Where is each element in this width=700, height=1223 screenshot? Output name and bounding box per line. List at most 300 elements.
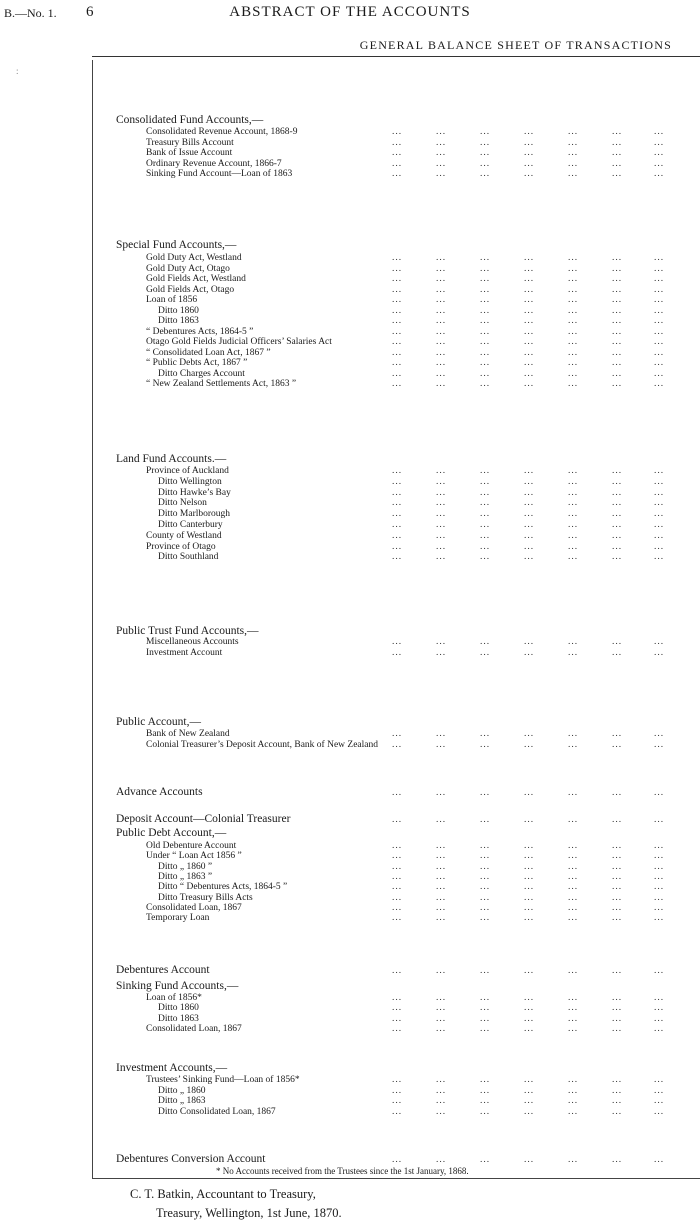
leader-dots: ... [436, 1003, 447, 1014]
leader-dots: ... [392, 368, 403, 379]
leader-dots: ... [392, 541, 403, 552]
leader-dots: ... [480, 871, 491, 882]
leader-dots: ... [524, 913, 535, 924]
account-line: Ditto Marlborough [158, 509, 231, 520]
leader-dots: ... [568, 541, 579, 552]
leader-dots: ... [436, 729, 447, 739]
leader-dots: ... [480, 530, 491, 541]
leader-dots: ... [480, 729, 491, 739]
signature-place-date: Treasury, Wellington, 1st June, 1870. [156, 1206, 342, 1220]
leader-dots: ... [392, 253, 403, 263]
leader-dots: ... [568, 1003, 579, 1014]
leader-dots: ... [480, 337, 491, 347]
leader-dots: ... [568, 263, 579, 274]
leader-dots: ... [568, 253, 579, 263]
leader-dots: ... [480, 305, 491, 316]
leader-dots: ... [524, 326, 535, 337]
leader-dots: ... [568, 871, 579, 882]
leader-dots: ... [524, 729, 535, 739]
leader-dots: ... [392, 476, 403, 487]
page-number: 6 [86, 4, 94, 20]
leader-dots: ... [436, 541, 447, 552]
leader-dots: ... [524, 520, 535, 530]
leader-dots: ... [612, 851, 623, 862]
leader-dots: ... [568, 1085, 579, 1096]
leader-dots: ... [524, 1155, 535, 1165]
account-line: “ Public Debts Act, 1867 ” [146, 358, 248, 368]
page-subtitle: GENERAL BALANCE SHEET OF TRANSACTIONS [359, 38, 672, 52]
leader-dots: ... [654, 530, 665, 541]
leader-dots: ... [568, 368, 579, 379]
leader-dots: ... [568, 552, 579, 563]
leader-dots: ... [436, 337, 447, 347]
leader-dots: ... [612, 253, 623, 263]
leader-dots: ... [568, 520, 579, 530]
leader-dots: ... [480, 326, 491, 337]
leader-dots: ... [568, 530, 579, 541]
leader-dots: ... [392, 326, 403, 337]
leader-dots: ... [524, 1106, 535, 1117]
leader-dots: ... [480, 637, 491, 647]
leader-dots: ... [436, 966, 447, 976]
leader-dots: ... [392, 552, 403, 563]
leader-dots: ... [436, 358, 447, 368]
leader-dots: ... [392, 509, 403, 520]
leader-dots: ... [480, 815, 491, 825]
leader-dots: ... [568, 1075, 579, 1085]
leader-dots: ... [654, 520, 665, 530]
leader-dots: ... [392, 788, 403, 798]
leader-dots: ... [612, 284, 623, 295]
leader-dots: ... [436, 851, 447, 862]
leader-dots: ... [612, 498, 623, 509]
leader-dots: ... [436, 316, 447, 326]
leader-dots: ... [480, 647, 491, 658]
leader-dots: ... [392, 1096, 403, 1106]
leader-dots: ... [524, 337, 535, 347]
leader-dots: ... [524, 788, 535, 798]
leader-dots: ... [524, 637, 535, 647]
leader-dots: ... [654, 337, 665, 347]
leader-dots: ... [568, 148, 579, 158]
leader-dots: ... [480, 1075, 491, 1085]
leader-dots: ... [524, 169, 535, 179]
leader-dots: ... [524, 284, 535, 295]
account-line: Ditto „ 1863 ” [158, 871, 213, 882]
leader-dots: ... [568, 902, 579, 913]
leader-dots: ... [612, 326, 623, 337]
leader-dots: ... [392, 637, 403, 647]
leader-dots: ... [612, 729, 623, 739]
account-line: Ditto Nelson [158, 498, 207, 509]
leader-dots: ... [524, 368, 535, 379]
leader-dots: ... [436, 841, 447, 851]
leader-dots: ... [436, 169, 447, 179]
account-line: Colonial Treasurer’s Deposit Account, Bank of New Zealand [146, 739, 379, 750]
leader-dots: ... [436, 263, 447, 274]
leader-dots: ... [524, 1085, 535, 1096]
leader-dots: ... [612, 637, 623, 647]
leader-dots: ... [480, 476, 491, 487]
leader-dots: ... [436, 637, 447, 647]
account-line: Ditto „ 1860 [158, 1085, 206, 1096]
leader-dots: ... [524, 1075, 535, 1085]
account-line: Ditto 1860 [158, 1003, 199, 1014]
leader-dots: ... [524, 871, 535, 882]
leader-dots: ... [654, 148, 665, 158]
leader-dots: ... [524, 509, 535, 520]
leader-dots: ... [524, 305, 535, 316]
leader-dots: ... [480, 284, 491, 295]
leader-dots: ... [568, 169, 579, 179]
leader-dots: ... [524, 347, 535, 358]
leader-dots: ... [436, 295, 447, 305]
leader-dots: ... [436, 305, 447, 316]
section-title: Special Fund Accounts,— [116, 239, 237, 251]
account-line: Trustees’ Sinking Fund—Loan of 1856* [146, 1075, 300, 1085]
page-title: ABSTRACT OF THE ACCOUNTS [229, 4, 471, 20]
leader-dots: ... [524, 466, 535, 476]
leader-dots: ... [392, 1106, 403, 1117]
leader-dots: ... [480, 1003, 491, 1014]
leader-dots: ... [568, 739, 579, 750]
leader-dots: ... [612, 788, 623, 798]
account-line: Province of Auckland [146, 466, 229, 476]
leader-dots: ... [654, 326, 665, 337]
leader-dots: ... [612, 882, 623, 893]
account-line: Ditto 1863 [158, 316, 199, 326]
leader-dots: ... [392, 871, 403, 882]
leader-dots: ... [568, 892, 579, 903]
leader-dots: ... [654, 1085, 665, 1096]
leader-dots: ... [436, 1024, 447, 1035]
account-line: Gold Fields Act, Otago [146, 284, 235, 295]
footnote: * No Accounts received from the Trustees since the 1st January, 1868. [216, 1166, 469, 1176]
leader-dots: ... [568, 305, 579, 316]
leader-dots: ... [436, 158, 447, 169]
leader-dots: ... [568, 316, 579, 326]
leader-dots: ... [568, 815, 579, 825]
leader-dots: ... [654, 137, 665, 148]
section-title: Deposit Account—Colonial Treasurer [116, 813, 291, 825]
leader-dots: ... [654, 841, 665, 851]
leader-dots: ... [654, 966, 665, 976]
leader-dots: ... [436, 127, 447, 137]
leader-dots: ... [524, 358, 535, 368]
leader-dots: ... [568, 337, 579, 347]
account-line: Old Debenture Account [146, 841, 237, 851]
leader-dots: ... [612, 295, 623, 305]
account-line: Ditto „ 1860 ” [158, 861, 213, 872]
leader-dots: ... [524, 530, 535, 541]
leader-dots: ... [524, 158, 535, 169]
account-line: Ditto Wellington [158, 476, 222, 487]
section-title: Public Debt Account,— [116, 827, 227, 839]
section-title: Public Account,— [116, 716, 201, 728]
account-line: “ Consolidated Loan Act, 1867 ” [146, 347, 271, 358]
leader-dots: ... [480, 966, 491, 976]
leader-dots: ... [654, 739, 665, 750]
leader-dots: ... [654, 379, 665, 389]
leader-dots: ... [654, 347, 665, 358]
leader-dots: ... [612, 358, 623, 368]
leader-dots: ... [654, 815, 665, 825]
leader-dots: ... [654, 253, 665, 263]
leader-dots: ... [612, 993, 623, 1003]
leader-dots: ... [654, 509, 665, 520]
leader-dots: ... [654, 316, 665, 326]
leader-dots: ... [524, 487, 535, 498]
leader-dots: ... [480, 993, 491, 1003]
leader-dots: ... [480, 902, 491, 913]
leader-dots: ... [612, 530, 623, 541]
leader-dots: ... [568, 487, 579, 498]
account-line: Loan of 1856* [146, 993, 202, 1003]
leader-dots: ... [436, 520, 447, 530]
leader-dots: ... [392, 1155, 403, 1165]
leader-dots: ... [480, 127, 491, 137]
leader-dots: ... [524, 127, 535, 137]
leader-dots: ... [612, 739, 623, 750]
leader-dots: ... [436, 1155, 447, 1165]
leader-dots: ... [392, 316, 403, 326]
leader-dots: ... [480, 487, 491, 498]
leader-dots: ... [392, 498, 403, 509]
leader-dots: ... [568, 851, 579, 862]
leader-dots: ... [392, 902, 403, 913]
leader-dots: ... [612, 1075, 623, 1085]
leader-dots: ... [524, 851, 535, 862]
leader-dots: ... [392, 647, 403, 658]
leader-dots: ... [480, 263, 491, 274]
leader-dots: ... [392, 1003, 403, 1014]
leader-dots: ... [480, 841, 491, 851]
leader-dots: ... [392, 993, 403, 1003]
leader-dots: ... [524, 1024, 535, 1035]
leader-dots: ... [568, 326, 579, 337]
leader-dots: ... [524, 882, 535, 893]
section-title: Consolidated Fund Accounts,— [116, 114, 264, 126]
account-line: Ditto Canterbury [158, 520, 223, 530]
leader-dots: ... [612, 815, 623, 825]
leader-dots: ... [654, 295, 665, 305]
leader-dots: ... [654, 993, 665, 1003]
leader-dots: ... [436, 530, 447, 541]
leader-dots: ... [392, 913, 403, 924]
account-line: Consolidated Revenue Account, 1868-9 [146, 127, 298, 137]
account-line: “ Debentures Acts, 1864-5 ” [146, 326, 254, 337]
header-rule [92, 56, 700, 57]
leader-dots: ... [612, 1085, 623, 1096]
leader-dots: ... [480, 1085, 491, 1096]
leader-dots: ... [480, 509, 491, 520]
leader-dots: ... [480, 541, 491, 552]
leader-dots: ... [392, 337, 403, 347]
leader-dots: ... [392, 966, 403, 976]
account-line: Ordinary Revenue Account, 1866-7 [146, 158, 282, 169]
leader-dots: ... [480, 295, 491, 305]
leader-dots: ... [568, 274, 579, 284]
leader-dots: ... [654, 169, 665, 179]
leader-dots: ... [524, 541, 535, 552]
leader-dots: ... [524, 316, 535, 326]
leader-dots: ... [568, 295, 579, 305]
leader-dots: ... [654, 892, 665, 903]
leader-dots: ... [436, 274, 447, 284]
leader-dots: ... [480, 861, 491, 872]
leader-dots: ... [480, 379, 491, 389]
leader-dots: ... [612, 487, 623, 498]
leader-dots: ... [612, 1106, 623, 1117]
leader-dots: ... [612, 861, 623, 872]
leader-dots: ... [436, 1013, 447, 1024]
leader-dots: ... [480, 520, 491, 530]
leader-dots: ... [436, 1075, 447, 1085]
leader-dots: ... [654, 274, 665, 284]
leader-dots: ... [568, 466, 579, 476]
account-line: Otago Gold Fields Judicial Officers’ Salaries Act [146, 337, 332, 347]
leader-dots: ... [392, 520, 403, 530]
leader-dots: ... [436, 892, 447, 903]
section-title: Sinking Fund Accounts,— [116, 980, 239, 992]
leader-dots: ... [612, 274, 623, 284]
leader-dots: ... [654, 871, 665, 882]
leader-dots: ... [480, 466, 491, 476]
leader-dots: ... [654, 158, 665, 169]
account-line: County of Westland [146, 530, 222, 541]
leader-dots: ... [612, 1013, 623, 1024]
leader-dots: ... [568, 913, 579, 924]
leader-dots: ... [392, 841, 403, 851]
leader-dots: ... [654, 1013, 665, 1024]
leader-dots: ... [654, 487, 665, 498]
leader-dots: ... [392, 127, 403, 137]
leader-dots: ... [524, 274, 535, 284]
leader-dots: ... [524, 815, 535, 825]
leader-dots: ... [568, 509, 579, 520]
leader-dots: ... [480, 1155, 491, 1165]
leader-dots: ... [654, 541, 665, 552]
account-line: Temporary Loan [146, 913, 210, 924]
leader-dots: ... [392, 169, 403, 179]
leader-dots: ... [480, 158, 491, 169]
leader-dots: ... [436, 466, 447, 476]
leader-dots: ... [612, 520, 623, 530]
account-line: Ditto “ Debentures Acts, 1864-5 ” [158, 882, 288, 893]
leader-dots: ... [392, 263, 403, 274]
leader-dots: ... [480, 274, 491, 284]
leader-dots: ... [436, 284, 447, 295]
account-line: Ditto Treasury Bills Acts [158, 892, 253, 903]
leader-dots: ... [524, 902, 535, 913]
account-line: Ditto 1863 [158, 1013, 199, 1024]
leader-dots: ... [568, 993, 579, 1003]
leader-dots: ... [654, 729, 665, 739]
leader-dots: ... [436, 993, 447, 1003]
section-title: Debentures Account [116, 964, 210, 976]
leader-dots: ... [654, 466, 665, 476]
account-line: Loan of 1856 [146, 295, 198, 305]
leader-dots: ... [524, 1003, 535, 1014]
leader-dots: ... [436, 882, 447, 893]
leader-dots: ... [612, 316, 623, 326]
leader-dots: ... [436, 552, 447, 563]
leader-dots: ... [654, 788, 665, 798]
leader-dots: ... [524, 148, 535, 158]
leader-dots: ... [524, 552, 535, 563]
leader-dots: ... [612, 913, 623, 924]
leader-dots: ... [480, 739, 491, 750]
account-line: Treasury Bills Account [146, 137, 234, 148]
leader-dots: ... [568, 476, 579, 487]
leader-dots: ... [436, 739, 447, 750]
leader-dots: ... [568, 1155, 579, 1165]
leader-dots: ... [568, 127, 579, 137]
leader-dots: ... [480, 788, 491, 798]
leader-dots: ... [392, 851, 403, 862]
leader-dots: ... [524, 966, 535, 976]
leader-dots: ... [480, 892, 491, 903]
leader-dots: ... [436, 861, 447, 872]
account-line: Ditto „ 1863 [158, 1096, 206, 1106]
account-line: Ditto Charges Account [158, 368, 245, 379]
leader-dots: ... [568, 788, 579, 798]
leader-dots: ... [436, 871, 447, 882]
leader-dots: ... [392, 815, 403, 825]
account-line: Investment Account [146, 647, 223, 658]
account-line: Gold Fields Act, Westland [146, 274, 246, 284]
leader-dots: ... [436, 1096, 447, 1106]
section-title: Debentures Conversion Account [116, 1153, 266, 1165]
leader-dots: ... [654, 1075, 665, 1085]
leader-dots: ... [392, 274, 403, 284]
leader-dots: ... [524, 379, 535, 389]
leader-dots: ... [392, 892, 403, 903]
leader-dots: ... [568, 137, 579, 148]
leader-dots: ... [612, 263, 623, 274]
leader-dots: ... [436, 1106, 447, 1117]
leader-dots: ... [654, 498, 665, 509]
page-ref: B.—No. 1. [4, 6, 57, 20]
leader-dots: ... [392, 295, 403, 305]
leader-dots: ... [480, 851, 491, 862]
leader-dots: ... [480, 169, 491, 179]
leader-dots: ... [392, 1013, 403, 1024]
account-line: “ New Zealand Settlements Act, 1863 ” [146, 379, 297, 389]
leader-dots: ... [568, 841, 579, 851]
leader-dots: ... [436, 379, 447, 389]
leader-dots: ... [612, 169, 623, 179]
leader-dots: ... [436, 913, 447, 924]
leader-dots: ... [392, 305, 403, 316]
leader-dots: ... [524, 861, 535, 872]
leader-dots: ... [654, 902, 665, 913]
leader-dots: ... [436, 326, 447, 337]
leader-dots: ... [654, 861, 665, 872]
leader-dots: ... [524, 476, 535, 487]
leader-dots: ... [392, 284, 403, 295]
account-line: Consolidated Loan, 1867 [146, 1024, 242, 1035]
leader-dots: ... [436, 253, 447, 263]
leader-dots: ... [612, 466, 623, 476]
leader-dots: ... [612, 148, 623, 158]
leader-dots: ... [524, 137, 535, 148]
leader-dots: ... [654, 127, 665, 137]
account-line: Miscellaneous Accounts [146, 637, 239, 647]
leader-dots: ... [436, 347, 447, 358]
leader-dots: ... [612, 541, 623, 552]
leader-dots: ... [436, 487, 447, 498]
